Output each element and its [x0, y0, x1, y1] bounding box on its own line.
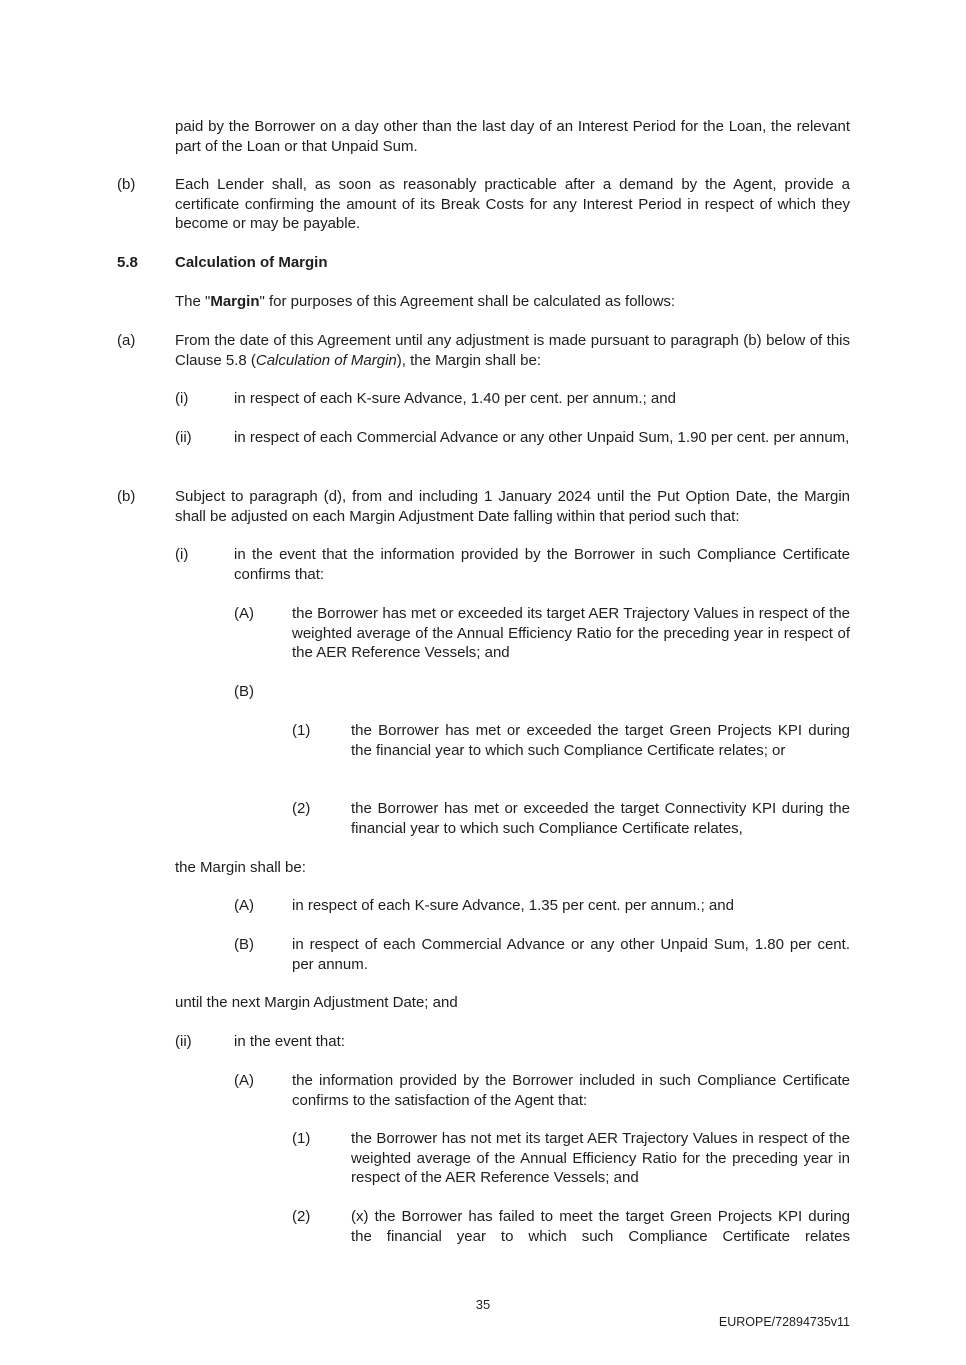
margin-shall-be: the Margin shall be: [175, 859, 306, 876]
para-b-ii-A1-text: the Borrower has not met its target AER Trajectory Values in respect of the weighted average of the Annual Efficiency Ratio for the preceding year in respect of the AER Reference Vessels; and [351, 1130, 850, 1186]
para-b-break-text: Each Lender shall, as soon as reasonably practicable after a demand by the Agent, provide a certificate confirming the amount of its Break Costs for any Interest Period in respect of which they become or may be payable. [175, 176, 850, 232]
para-b-i-B2-text: the Borrower has met or exceeded the target Connectivity KPI during the financial year to which such Compliance Certificate relates, [351, 800, 850, 837]
margin-B-text: in respect of each Commercial Advance or any other Unpaid Sum, 1.80 per cent. per annum. [292, 936, 850, 973]
para-b-i-label: (i) [175, 546, 189, 563]
para-a-text: From the date of this Agreement until any adjustment is made pursuant to paragraph (b) below of this Clause 5.8 (Calculation of Margin), the Margin shall be: [175, 332, 850, 369]
para-b-ii-text: in the event that: [234, 1033, 345, 1050]
para-b-i-B-label: (B) [234, 683, 254, 700]
para-a-label: (a) [117, 332, 136, 349]
section-title: Calculation of Margin [175, 254, 328, 271]
para-b-i-A-label: (A) [234, 605, 254, 622]
para-b-ii-A1-label: (1) [292, 1130, 311, 1147]
document-reference: EUROPE/72894735v11 [718, 1315, 850, 1329]
para-b-break-label: (b) [117, 176, 136, 193]
para-b-text: Subject to paragraph (d), from and including 1 January 2024 until the Put Option Date, the Margin shall be adjusted on each Margin Adjustment Date falling within that period such that: [175, 488, 850, 525]
para-b-ii-A2-label: (2) [292, 1208, 311, 1225]
margin-A-label: (A) [234, 897, 254, 914]
para-a-ii-label: (ii) [175, 429, 192, 446]
para-b-ii-A-label: (A) [234, 1072, 254, 1089]
intro-paragraph: paid by the Borrower on a day other than the last day of an Interest Period for the Loan, the relevant part of the Loan or that Unpaid Sum. [175, 118, 850, 155]
section-number: 5.8 [117, 254, 138, 271]
section-lead: The "Margin" for purposes of this Agreement shall be calculated as follows: [175, 293, 676, 310]
para-a-ii-text: in respect of each Commercial Advance or any other Unpaid Sum, 1.90 per cent. per annum, [234, 429, 850, 446]
margin-B-label: (B) [234, 936, 254, 953]
para-b-ii-A-text: the information provided by the Borrower included in such Compliance Certificate confirms to the satisfaction of the Agent that: [292, 1072, 850, 1109]
page-number: 35 [475, 1297, 491, 1312]
para-b-i-B1-label: (1) [292, 722, 311, 739]
until-next-date: until the next Margin Adjustment Date; and [175, 994, 458, 1011]
para-a-i-text: in respect of each K-sure Advance, 1.40 per cent. per annum.; and [234, 390, 676, 407]
para-b-label: (b) [117, 488, 136, 505]
para-b-ii-A2-text: (x) the Borrower has failed to meet the target Green Projects KPI during the financial year to which such Compliance Certificate relates [351, 1208, 850, 1245]
para-a-i-label: (i) [175, 390, 189, 407]
margin-defined-term: Margin [210, 293, 260, 310]
margin-A-text: in respect of each K-sure Advance, 1.35 per cent. per annum.; and [292, 897, 734, 914]
para-b-i-B2-label: (2) [292, 800, 311, 817]
para-b-i-A-text: the Borrower has met or exceeded its target AER Trajectory Values in respect of the weighted average of the Annual Efficiency Ratio for the preceding year in respect of the AER Reference Vessels; and [292, 605, 850, 661]
para-b-ii-label: (ii) [175, 1033, 192, 1050]
para-b-i-text: in the event that the information provided by the Borrower in such Compliance Certificate confirms that: [234, 546, 850, 583]
para-b-i-B1-text: the Borrower has met or exceeded the target Green Projects KPI during the financial year to which such Compliance Certificate relates; or [351, 722, 850, 759]
